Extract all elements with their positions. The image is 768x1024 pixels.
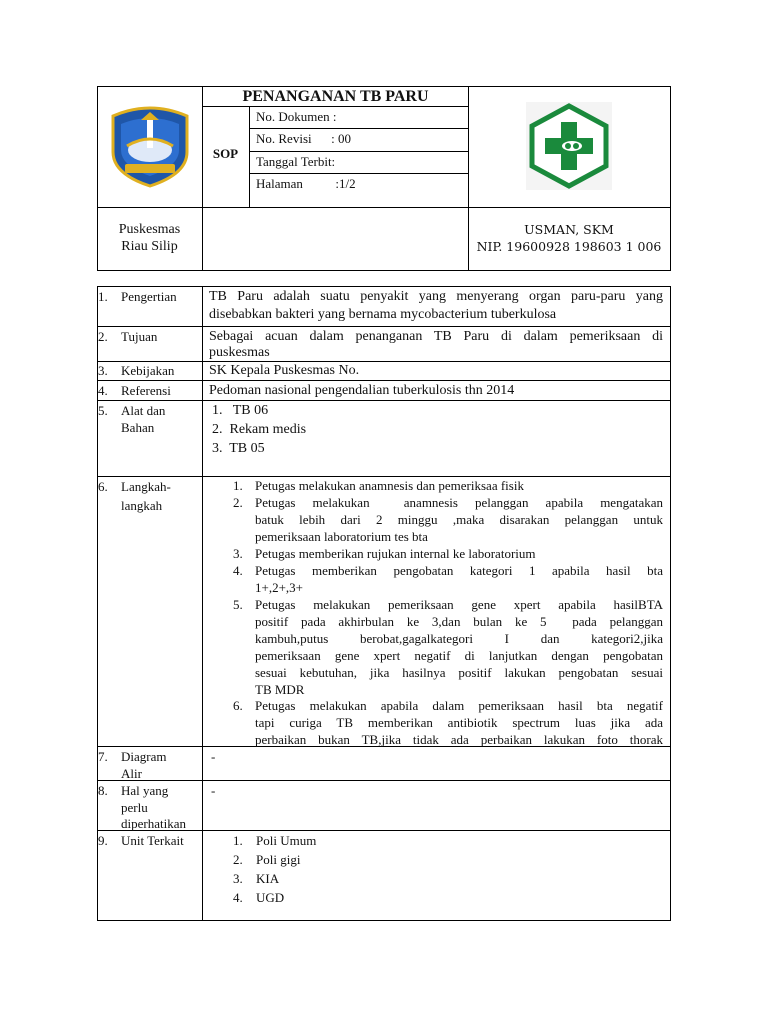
row-number: 5. [98,403,108,418]
unit-name: UGD [256,890,285,905]
row-content: Pedoman nasional pengendalian tuberkulosis thn 2014 [209,383,515,398]
revision: No. Revisi : 00 [256,131,351,146]
row-number: 2. [98,329,108,344]
row-label: Alat dan [121,403,166,418]
unit-number: 2. [233,852,243,867]
institution-name: Puskesmas [118,222,181,237]
step-text: pemeriksaan laboratorium tes bta [255,529,428,544]
step-number: 6. [233,698,243,713]
row-content: - [211,749,216,764]
row-label: Referensi [121,383,171,398]
unit-number: 3. [233,871,243,886]
step-text: perbaikan bukan TB,jika tidak ada perbaikan lakukan foto thorak [255,732,663,747]
row-label: Bahan [121,420,155,435]
step-text: Petugas melakukan anamnesis dan pemeriksaa fisik [255,478,524,493]
step-text: Petugas melakukan apabila dalam pemeriksaan hasil bta negatif [255,698,663,713]
step-number: 4. [233,563,243,578]
document-title: PENANGANAN TB PARU [242,88,429,105]
unit-number: 1. [233,833,243,848]
step-text: Petugas melakukan pemeriksaan gene xpert apabila hasilBTA [255,597,663,612]
row-label: Unit Terkait [121,833,184,848]
step-text: sesuai kebutuhan, jika hasilnya positif lakukan pengobatan sesuai [255,665,663,680]
list-item: 2. Rekam medis [212,422,307,437]
step-text: TB MDR [255,682,305,697]
row-label: Tujuan [121,329,158,344]
list-item: 1. TB 06 [212,403,269,418]
page-number: Halaman :1/2 [256,176,356,191]
row-label: Langkah- [121,479,171,494]
step-text: pemeriksaan gene xpert negatif di lanjutkan dengan pengobatan [255,648,663,663]
row-label: perlu [121,800,148,815]
row-content: - [211,783,216,798]
unit-name: KIA [256,871,280,886]
row-content: TB Paru adalah suatu penyakit yang menyerang organ paru-paru yang [209,289,663,304]
unit-name: Poli gigi [256,852,301,867]
step-text: 1+,2+,3+ [255,580,303,595]
institution-location: Riau Silip [121,239,178,254]
unit-number: 4. [233,890,243,905]
unit-name: Poli Umum [256,833,317,848]
step-text: kambuh,putus berobat,gagalkategori I dan kategori2,jika [255,631,663,646]
row-number: 4. [98,383,108,398]
row-label: langkah [121,498,163,513]
row-number: 6. [98,479,108,494]
row-number: 9. [98,833,108,848]
row-number: 3. [98,363,108,378]
row-content: disebabkan bakteri yang bernama mycobacterium tuberkulosa [209,307,557,322]
doc-number: No. Dokumen : [256,109,337,124]
step-number: 5. [233,597,243,612]
step-number: 2. [233,495,243,510]
step-text: Petugas memberikan rujukan internal ke laboratorium [255,546,536,561]
row-content: SK Kepala Puskesmas No. [209,363,360,378]
row-label: Kebijakan [121,363,175,378]
issue-date: Tanggal Terbit: [256,154,336,169]
step-text: Petugas memberikan pengobatan kategori 1 apabila hasil bta [255,563,663,578]
row-number: 1. [98,289,108,304]
row-label: diperhatikan [121,816,186,831]
signer-name: USMAN, SKM [524,222,614,237]
step-text: Petugas melakukan anamnesis pelanggan apabila mengatakan [255,495,663,510]
list-item: 3. TB 05 [212,441,265,456]
row-label: Diagram [121,749,167,764]
signer-nip: NIP. 19600928 198603 1 006 [476,239,662,254]
sop-label: SOP [212,146,239,161]
step-text: positif pada akhirbulan ke 3,dan bulan ke 5 pada pelanggan [255,614,663,629]
step-text: batuk lebih dari 2 minggu ,maka disarakan pelanggan untuk [255,512,663,527]
row-label: Alir [121,766,142,781]
step-number: 1. [233,478,243,493]
row-content: puskesmas [209,345,270,360]
row-number: 8. [98,783,108,798]
row-content: Sebagai acuan dalam penanganan TB Paru di dalam pemeriksaan di [209,329,663,344]
step-text: tapi curiga TB memberikan antibiotik spectrum luas jika ada [255,715,663,730]
row-label: Hal yang [121,783,169,798]
puskesmas-logo [526,102,612,190]
regency-logo [107,102,193,188]
row-number: 7. [98,749,108,764]
step-number: 3. [233,546,243,561]
row-label: Pengertian [121,289,177,304]
